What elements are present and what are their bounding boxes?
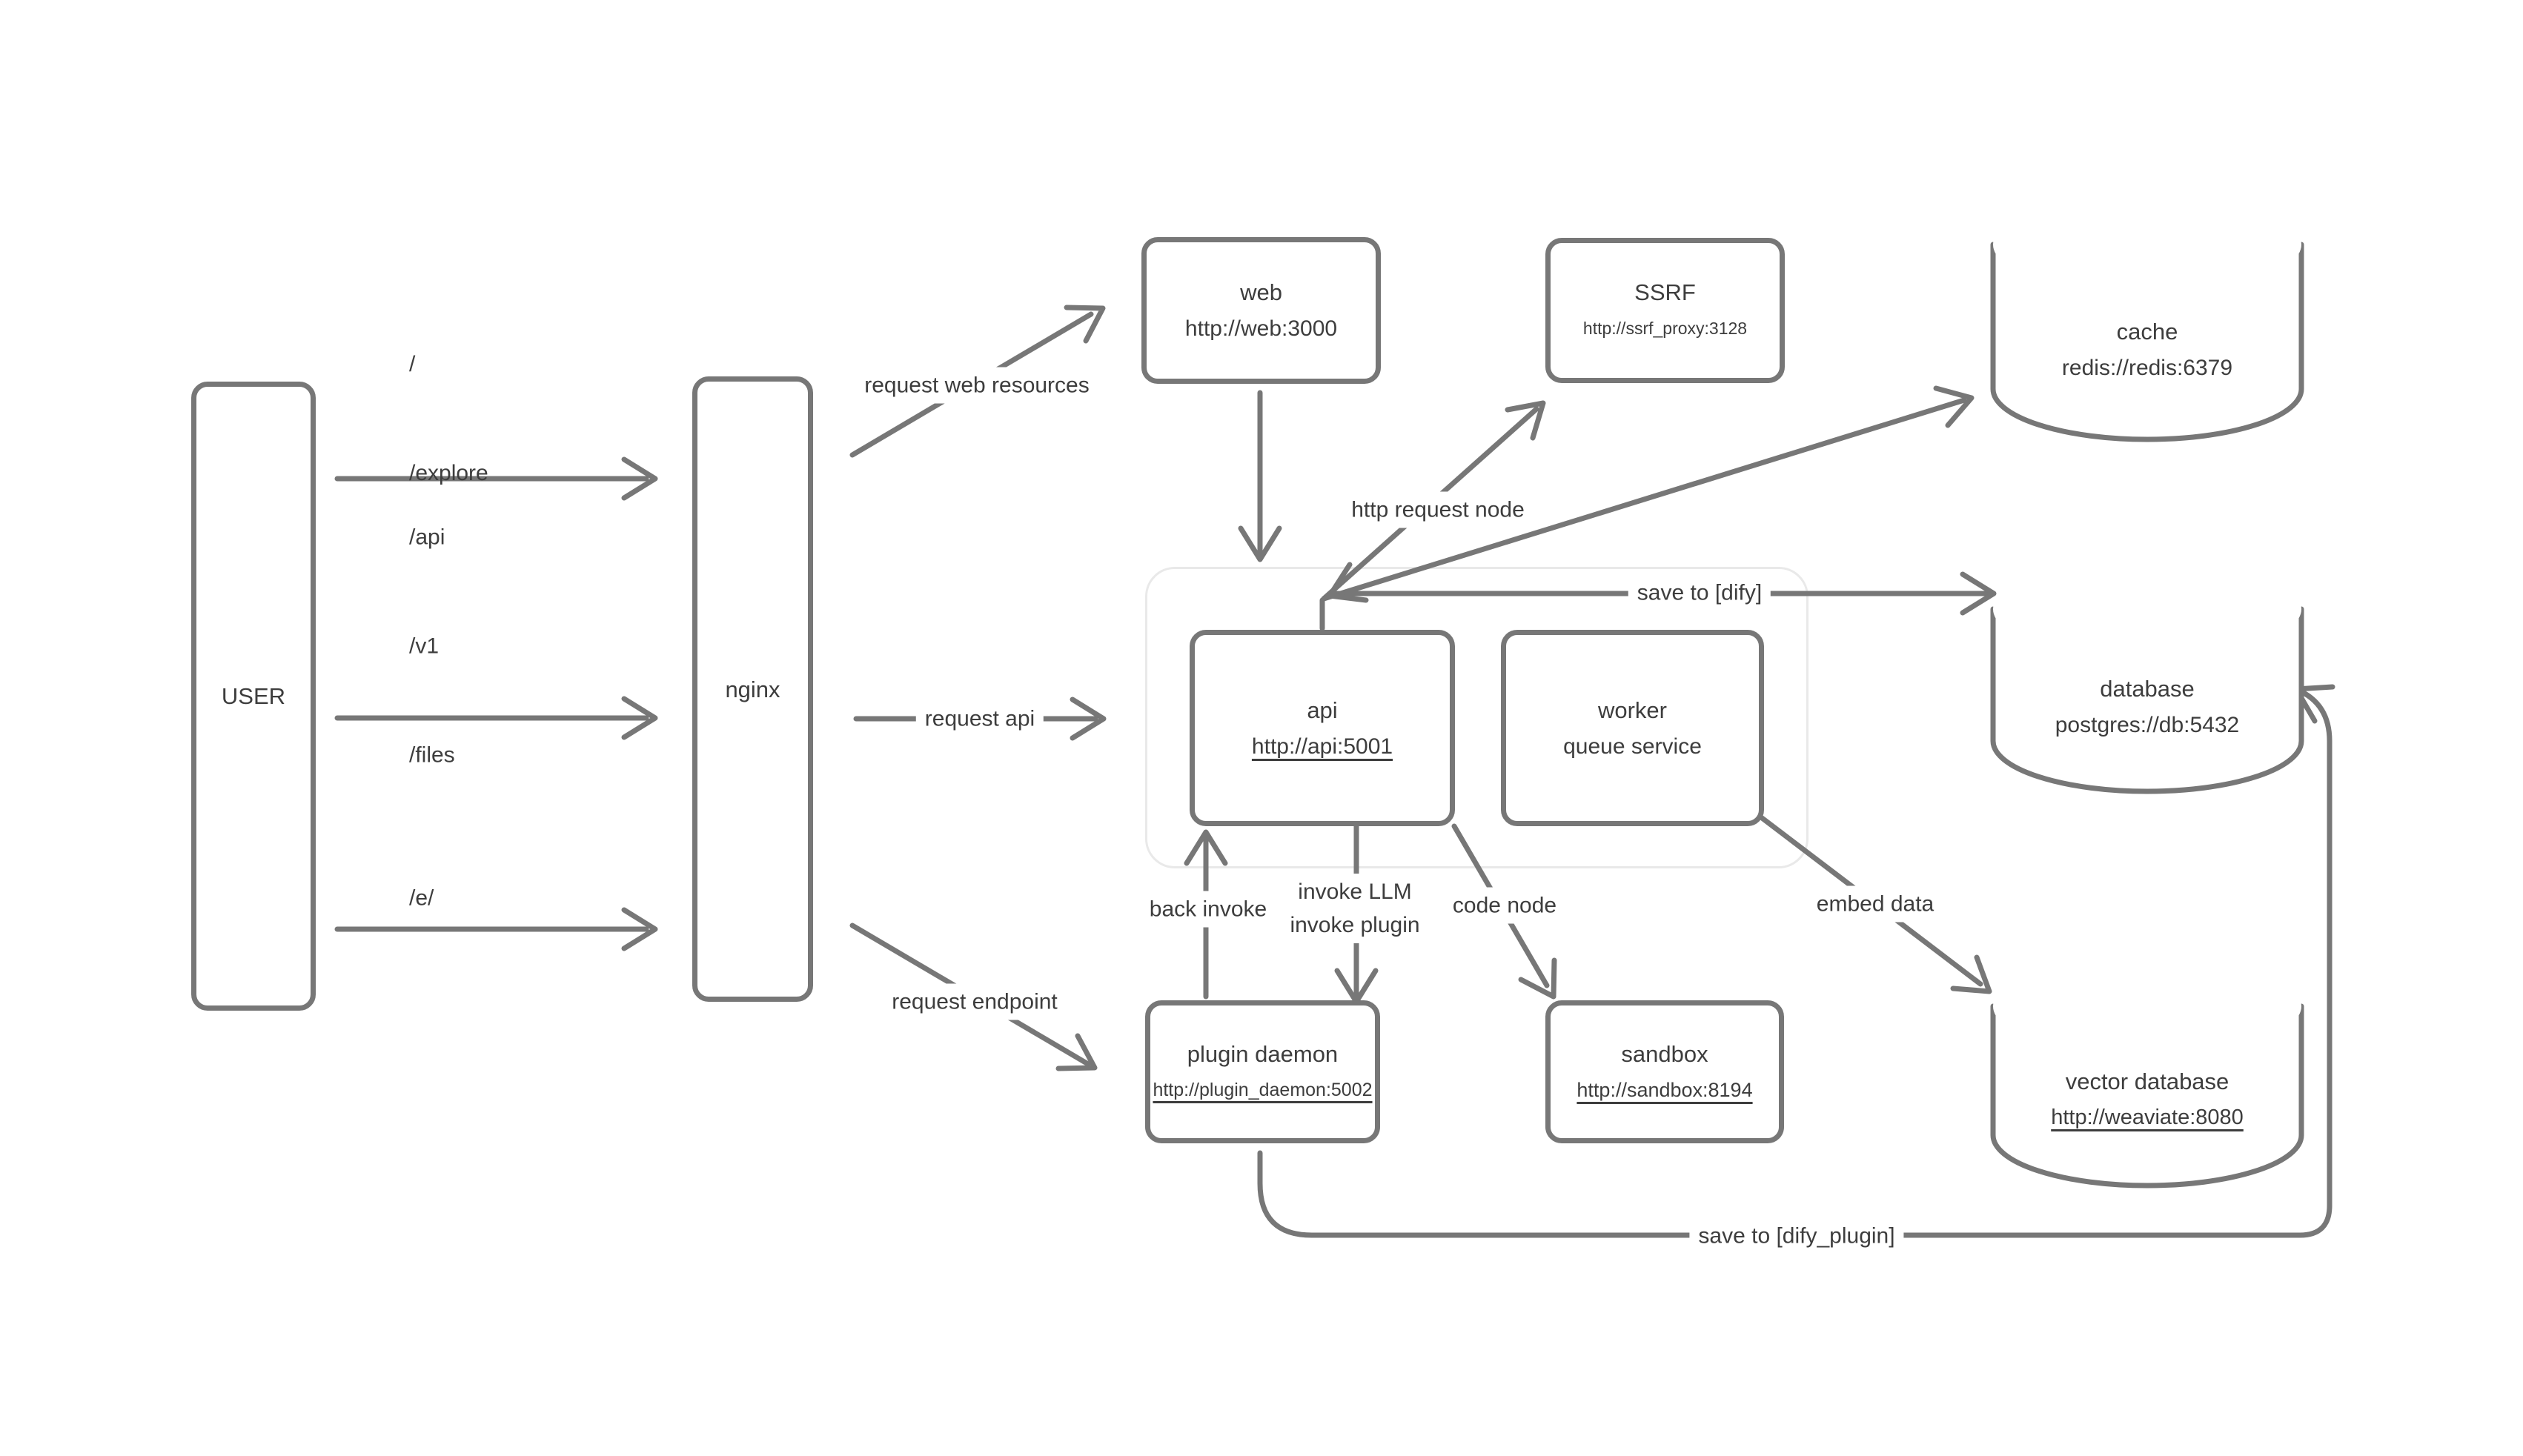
label-code-node: code node [1444,888,1565,924]
path-root: / [409,352,416,376]
ssrf-url: http://ssrf_proxy:3128 [1582,319,1748,338]
label-invoke-llm: invoke LLM [1298,880,1412,904]
sandbox-url: http://sandbox:8194 [1577,1078,1753,1101]
vector-database-url: http://weaviate:8080 [2051,1106,2244,1129]
node-user [191,382,316,1011]
vector-database-title: vector database [2065,1068,2229,1094]
api-url: http://api:5001 [1251,734,1393,759]
node-sandbox [1545,1000,1784,1143]
worker-subtitle: queue service [1563,734,1702,759]
plugin-daemon-title: plugin daemon [1187,1040,1339,1067]
database-cylinder-top [1993,559,2301,659]
label-request-api: request api [916,701,1044,737]
vector-database-cylinder-top [1993,956,2301,1057]
cache-label-block [1993,313,2301,386]
user-paths-e [409,808,434,989]
label-invoke-llm-plugin [1281,874,1428,943]
database-title: database [2100,676,2195,702]
vector-database-label-block [1993,1063,2301,1136]
label-http-request-node: http request node [1342,492,1534,528]
user-label: USER [221,683,286,709]
label-back-invoke: back invoke [1141,891,1276,928]
database-label-block [1993,671,2301,743]
user-paths-api [409,447,455,846]
node-plugin-daemon [1145,1000,1380,1143]
label-invoke-plugin: invoke plugin [1290,913,1420,937]
cache-url: redis://redis:6379 [2061,356,2233,380]
sandbox-title: sandbox [1621,1040,1708,1067]
ssrf-title: SSRF [1634,279,1696,305]
cache-cylinder-top [1993,194,2301,295]
label-save-to-dify-plugin: save to [dify_plugin] [1689,1218,1903,1254]
node-web [1141,237,1381,384]
worker-title: worker [1597,697,1667,723]
label-request-endpoint: request endpoint [883,984,1067,1020]
label-request-web-resources: request web resources [855,368,1098,404]
plugin-daemon-url: http://plugin_daemon:5002 [1153,1079,1373,1100]
database-url: postgres://db:5432 [2055,713,2240,737]
api-title: api [1307,697,1338,723]
path-files: /files [409,742,455,768]
cache-title: cache [2116,319,2178,345]
label-embed-data: embed data [1808,886,1943,923]
web-title: web [1240,279,1282,305]
path-explore: /explore [409,461,488,485]
label-save-to-dify: save to [dify] [1628,575,1771,611]
path-v1: /v1 [409,634,440,659]
nginx-label: nginx [725,676,780,702]
node-nginx [692,376,813,1002]
path-e: /e/ [409,885,434,911]
web-url: http://web:3000 [1184,316,1338,341]
node-worker [1501,630,1764,826]
node-api [1190,630,1455,826]
node-ssrf [1545,238,1785,383]
path-api: /api [409,525,445,550]
